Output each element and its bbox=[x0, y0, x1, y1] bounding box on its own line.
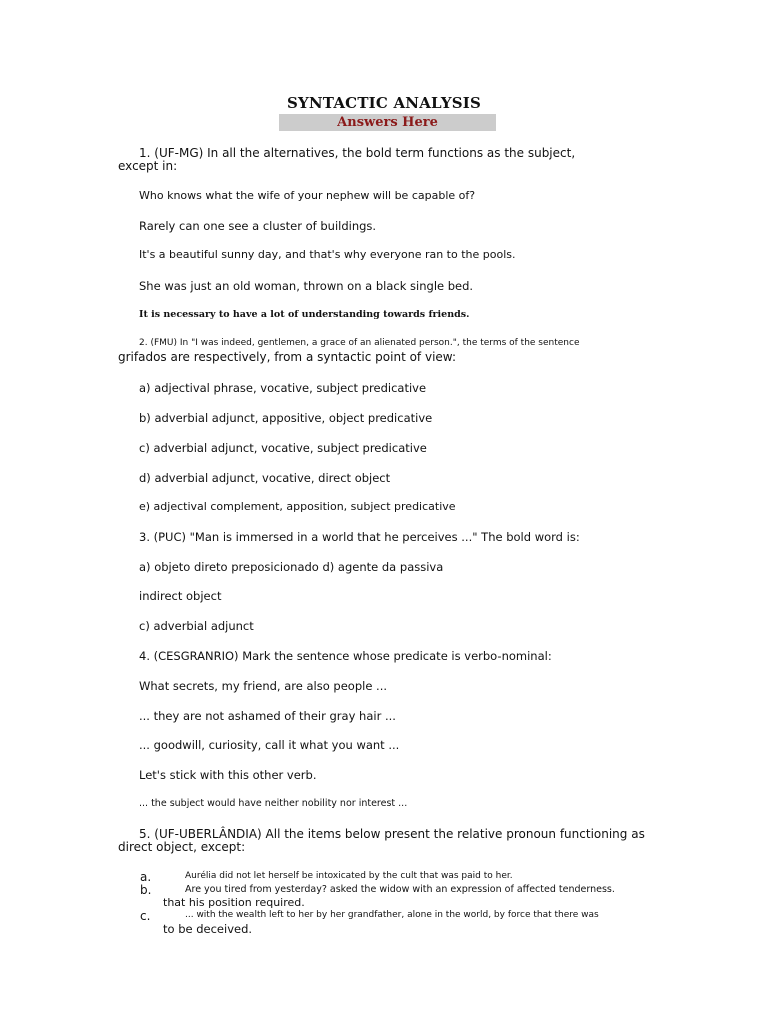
q5-item-letter: c. bbox=[140, 909, 151, 923]
q2-option: a) adjectival phrase, vocative, subject predicative bbox=[139, 381, 427, 395]
q2-option: b) adverbial adjunct, appositive, object predicative bbox=[139, 411, 433, 425]
q4-option: ... they are not ashamed of their gray hair ... bbox=[139, 709, 396, 723]
q5-item-continuation: to be deceived. bbox=[163, 922, 253, 936]
q1-option: She was just an old woman, thrown on a black single bed. bbox=[139, 279, 474, 293]
q4-stem: 4. (CESGRANRIO) Mark the sentence whose predicate is verbo-nominal: bbox=[139, 649, 552, 663]
q5-stem-line2: direct object, except: bbox=[118, 840, 246, 854]
q4-option: Let's stick with this other verb. bbox=[139, 768, 317, 782]
q1-option: Rarely can one see a cluster of buildings. bbox=[139, 219, 377, 233]
q5-item-continuation: that his position required. bbox=[163, 896, 305, 909]
q2-option: c) adverbial adjunct, vocative, subject predicative bbox=[139, 441, 427, 455]
q4-option: ... goodwill, curiosity, call it what you want ... bbox=[139, 738, 400, 752]
q3-stem: 3. (PUC) "Man is immersed in a world that he perceives ..." The bold word is: bbox=[139, 530, 580, 544]
q5-item-text: ... with the wealth left to her by her grandfather, alone in the world, by force that there was bbox=[185, 910, 599, 920]
q5-item-letter: a. bbox=[140, 870, 152, 884]
q1-option: It's a beautiful sunny day, and that's why everyone ran to the pools. bbox=[139, 248, 516, 261]
q4-option: ... the subject would have neither nobility nor interest ... bbox=[139, 798, 408, 809]
q5-item-text: Aurélia did not let herself be intoxicated by the cult that was paid to her. bbox=[185, 871, 513, 881]
q2-stem-line2: grifados are respectively, from a syntactic point of view: bbox=[118, 350, 456, 364]
q3-option: indirect object bbox=[139, 589, 222, 603]
q1-option: Who knows what the wife of your nephew will be capable of? bbox=[139, 189, 476, 202]
q5-item-text: Are you tired from yesterday? asked the widow with an expression of affected tenderness. bbox=[185, 884, 615, 895]
q5-item-letter: b. bbox=[140, 883, 152, 897]
page-title: SYNTACTIC ANALYSIS bbox=[286, 94, 482, 112]
q2-stem-line1: 2. (FMU) In "I was indeed, gentlemen, a grace of an alienated person.", the terms of the sentence bbox=[139, 338, 580, 348]
q3-option: a) objeto direto preposicionado d) agente da passiva bbox=[139, 560, 444, 574]
q1-stem-line1: 1. (UF-MG) In all the alternatives, the bold term functions as the subject, bbox=[139, 146, 576, 160]
q5-stem-line1: 5. (UF-UBERLÂNDIA) All the items below present the relative pronoun functioning as bbox=[139, 827, 645, 841]
q1-stem-line2: except in: bbox=[118, 159, 178, 173]
answers-label: Answers Here bbox=[337, 115, 438, 130]
q2-option: d) adverbial adjunct, vocative, direct object bbox=[139, 471, 391, 485]
q1-option: It is necessary to have a lot of understanding towards friends. bbox=[139, 309, 470, 320]
q3-option: c) adverbial adjunct bbox=[139, 619, 254, 633]
q4-option: What secrets, my friend, are also people ... bbox=[139, 679, 388, 693]
answers-link[interactable] bbox=[279, 114, 496, 131]
q2-option: e) adjectival complement, apposition, subject predicative bbox=[139, 500, 456, 513]
